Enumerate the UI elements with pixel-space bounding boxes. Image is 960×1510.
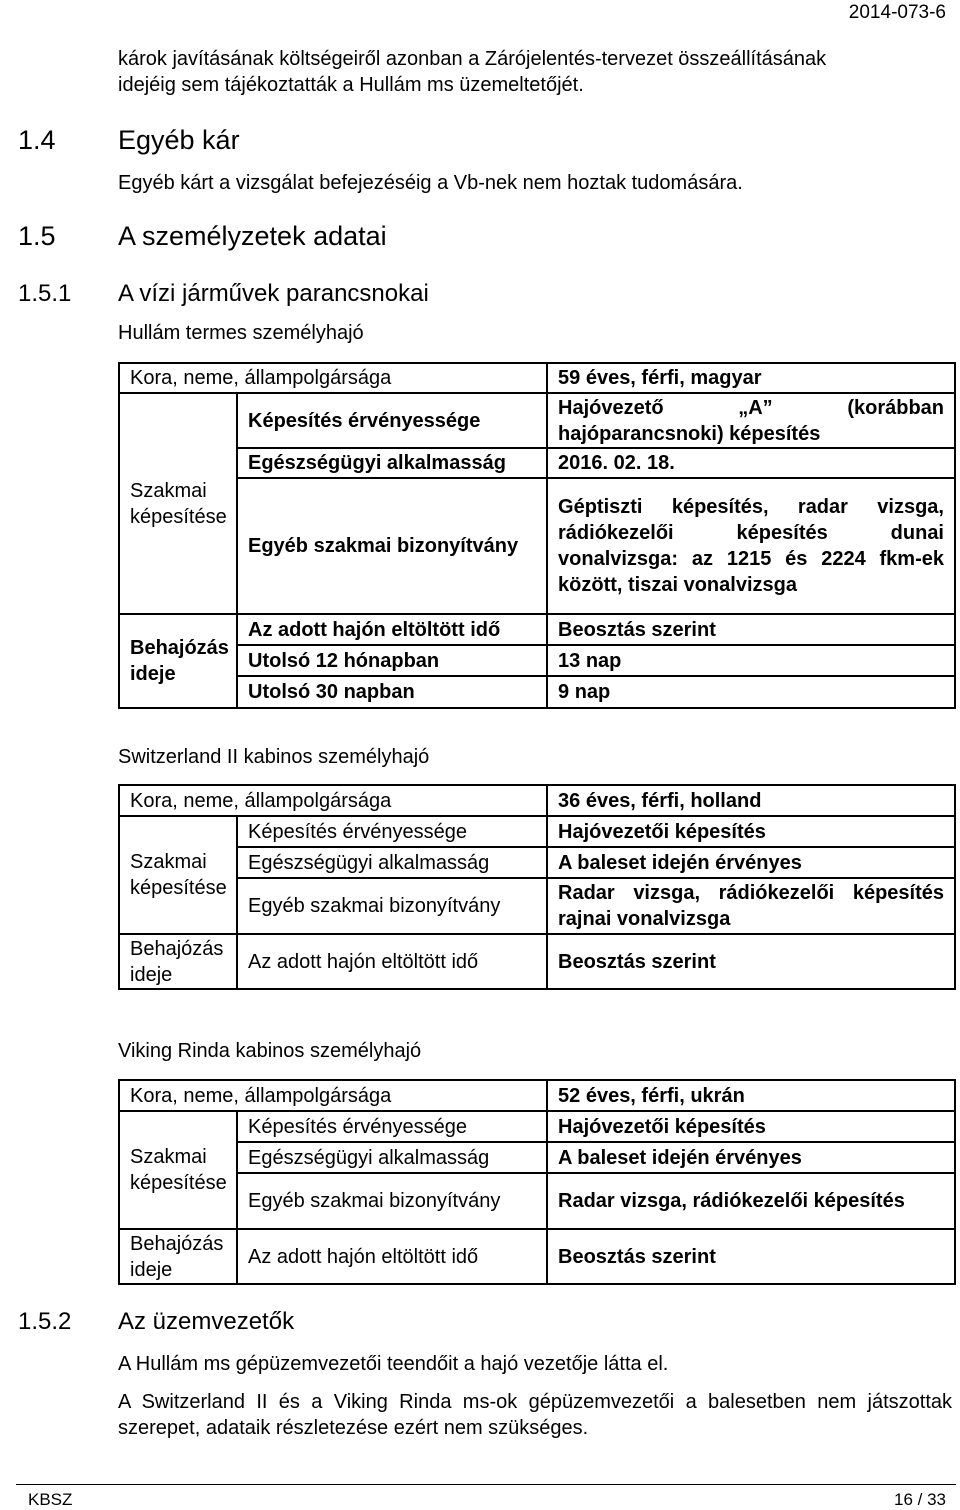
last-30-days-value: 9 nap [547,676,955,708]
navigation-time-label: Behajózás ideje [119,934,237,989]
section-1-5-1-number: 1.5.1 [18,280,72,307]
table-row [119,878,955,934]
ship-2-heading: Switzerland II kabinos személyhajó [118,746,430,768]
ship-1-heading: Hullám termes személyhajó [118,322,364,344]
health-value: 2016. 02. 18. [547,448,955,478]
footer-organization: KBSZ [28,1490,73,1509]
on-ship-label: Az adott hajón eltöltött idő [237,614,547,645]
table-row [119,478,955,614]
other-cert-value: Géptiszti képesítés, radar vizsga, rádiókezelői képesítés dunai vonalvizsga: az 1215 és 2224 fkm-ek között, tiszai vonalvizsga [547,478,955,614]
section-1-4-title: Egyéb kár [118,125,240,155]
section-1-5-1-title: A vízi járművek parancsnokai [118,280,429,307]
other-cert-value: Radar vizsga, rádiókezelői képesítés [547,1173,955,1229]
on-ship-label: Az adott hajón eltöltött idő [237,1229,547,1284]
other-cert-value: Radar vizsga, rádiókezelői képesítés rajnai vonalvizsga [547,878,955,934]
health-label: Egészségügyi alkalmasság [237,448,547,478]
age-value: 52 éves, férfi, ukrán [547,1080,955,1111]
table-row [119,816,955,847]
table-row [119,1173,955,1229]
table-row [119,785,955,816]
intro-line-1: károk javításának költségeiről azonban a Zárójelentés-tervezet összeállításának [118,48,827,70]
intro-paragraph [118,46,952,98]
table-row [119,1080,955,1111]
qualification-label: Szakmai képesítése [119,1111,237,1229]
validity-value: Hajóvezetői képesítés [547,816,955,847]
document-reference: 2014-073-6 [848,2,946,23]
ship-3-heading: Viking Rinda kabinos személyhajó [118,1040,422,1062]
on-ship-label: Az adott hajón eltöltött idő [237,934,547,989]
age-value: 59 éves, férfi, magyar [547,363,955,393]
table-row [119,847,955,878]
section-1-5-2-number: 1.5.2 [18,1308,72,1335]
ship-2-table [118,784,956,990]
other-cert-label: Egyéb szakmai bizonyítvány [237,878,547,934]
section-1-5-2-title: Az üzemvezetők [118,1308,295,1335]
validity-label: Képesítés érvényessége [237,1111,547,1142]
table-row [119,448,955,478]
last-12-months-value: 13 nap [547,645,955,676]
on-ship-value: Beosztás szerint [547,934,955,989]
health-label: Egészségügyi alkalmasság [237,847,547,878]
section-1-5-2-paragraph-1: A Hullám ms gépüzemvezetői teendőit a hajó vezetője látta el. [118,1353,669,1375]
table-row [119,934,955,989]
table-row [119,676,955,708]
footer-divider [16,1484,956,1485]
other-cert-label: Egyéb szakmai bizonyítvány [237,1173,547,1229]
validity-value: Hajóvezetői képesítés [547,1111,955,1142]
page-number: 16 / 33 [894,1490,946,1509]
validity-value: Hajóvezető „A” (korábban hajóparancsnoki) képesítés [547,393,955,448]
table-row [119,363,955,393]
age-label: Kora, neme, állampolgársága [119,1080,547,1111]
table-row [119,1142,955,1173]
health-value: A baleset idején érvényes [547,1142,955,1173]
section-1-4-number: 1.4 [18,125,56,155]
table-row [119,1229,955,1284]
validity-label: Képesítés érvényessége [237,393,547,448]
health-value: A baleset idején érvényes [547,847,955,878]
age-value: 36 éves, férfi, holland [547,785,955,816]
on-ship-value: Beosztás szerint [547,614,955,645]
table-row [119,393,955,448]
navigation-time-label: Behajózás ideje [119,1229,237,1284]
age-label: Kora, neme, állampolgársága [119,363,547,393]
on-ship-value: Beosztás szerint [547,1229,955,1284]
qualification-label: Szakmai képesítése [119,393,237,614]
validity-label: Képesítés érvényessége [237,816,547,847]
intro-line-2: idejéig sem tájékoztatták a Hullám ms üzemeltetőjét. [118,74,584,96]
navigation-time-label: Behajózás ideje [119,614,237,708]
last-30-days-label: Utolsó 30 napban [237,676,547,708]
table-row [119,645,955,676]
section-1-5-2-paragraph-2: A Switzerland II és a Viking Rinda ms-ok gépüzemvezetői a balesetben nem játszottak szerepet, adataik részletezése ezért nem szükséges. [118,1391,952,1439]
ship-1-table [118,362,956,709]
health-label: Egészségügyi alkalmasság [237,1142,547,1173]
table-row [119,614,955,645]
qualification-label: Szakmai képesítése [119,816,237,934]
last-12-months-label: Utolsó 12 hónapban [237,645,547,676]
table-row [119,1111,955,1142]
section-1-4-text: Egyéb kárt a vizsgálat befejezéséig a Vb-nek nem hoztak tudomására. [118,172,743,194]
ship-3-table [118,1079,956,1285]
section-1-5-title: A személyzetek adatai [118,221,387,251]
other-cert-label: Egyéb szakmai bizonyítvány [237,478,547,614]
age-label: Kora, neme, állampolgársága [119,785,547,816]
section-1-5-number: 1.5 [18,221,56,251]
